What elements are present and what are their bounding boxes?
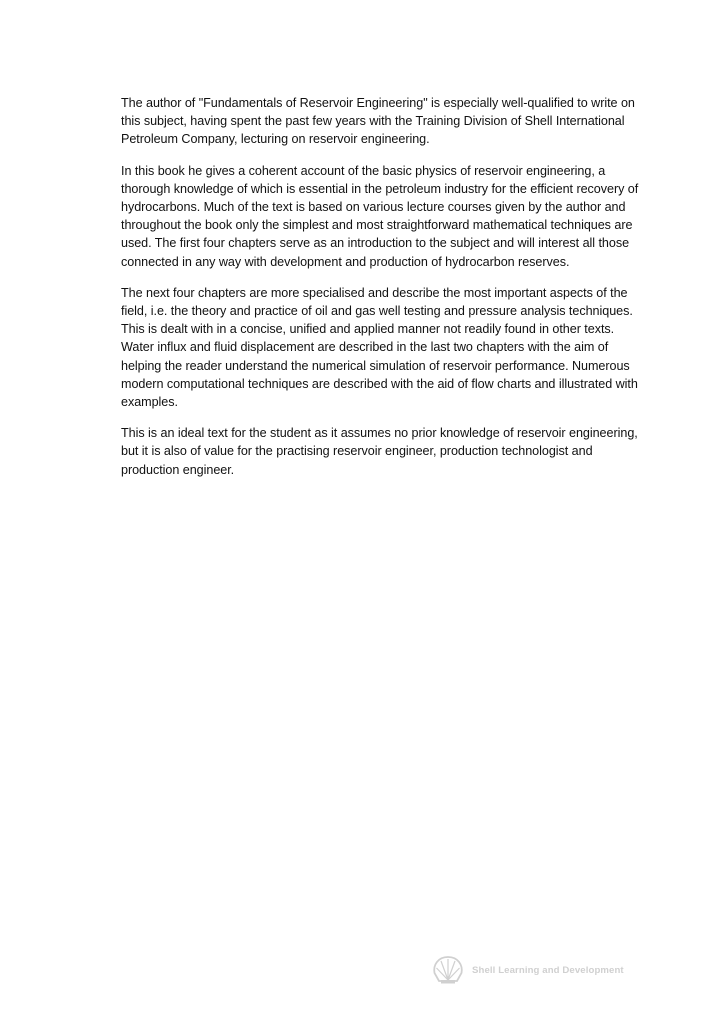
body-text — [121, 94, 641, 492]
footer-logo — [432, 955, 624, 985]
paragraph-book-overview: In this book he gives a coherent account of the basic physics of reservoir engineering, a thorough knowledge of which is essential in the petroleum industry for the efficient recovery of hydrocarbons. Much of the text is based on various lecture courses given by the author and throughout the book only the simplest and most straightforward mathematical techniques are used. The first four chapters serve as an introduction to the subject and will interest all those connected in any way with development and production of hydrocarbon reserves. — [121, 163, 639, 269]
paragraph-chapters: The next four chapters are more specialised and describe the most important aspects of the field, i.e. the theory and practice of oil and gas well testing and pressure analysis techniques. This is dealt with in a concise, unified and applied manner not readily found in other texts. Water influx and fluid displacement are described in the last two chapters with the aim of helping the reader understand the numerical simulation of reservoir performance. Numerous modern computational techniques are described with the aid of flow charts and illustrated with examples. — [121, 285, 638, 410]
paragraph-audience: This is an ideal text for the student as it assumes no prior knowledge of reservoir engineering, but it is also of value for the practising reservoir engineer, production technologist and production engineer. — [121, 426, 638, 477]
paragraph-author: The author of "Fundamentals of Reservoir Engineering" is especially well-qualified to write on this subject, having spent the past few years with the Training Division of Shell International Petroleum Company, lecturing on reservoir engineering. — [121, 96, 635, 147]
shell-pecten-icon — [432, 955, 464, 985]
footer-brand-text: Shell Learning and Development — [472, 964, 624, 976]
